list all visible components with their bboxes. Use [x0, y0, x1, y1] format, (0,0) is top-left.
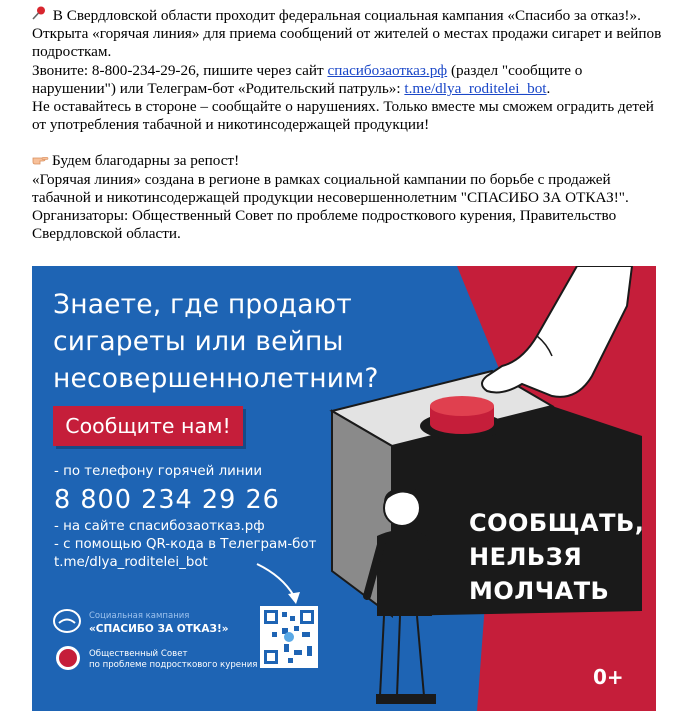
campaign-label: Социальная кампания: [89, 611, 190, 621]
paragraph-contacts: Звоните: 8-800-234-29-26, пишите через сайт спасибозаотказ.рф (раздел "сообщите о нарушении") или Телеграм-бот «Родительский патруль»: t.me/dlya_roditelei_bot.: [32, 61, 583, 97]
age-rating: 0+: [593, 665, 624, 689]
campaign-name: «СПАСИБО ЗА ОТКАЗ!»: [89, 623, 229, 635]
council-name: Общественный Совет по проблеме подросткового курения: [89, 649, 258, 670]
paragraph-appeal: Не оставайтесь в стороне – сообщайте о нарушениях. Только вместе мы сможем оградить детей от употребления табачной и никотинсодержащей продукции!: [32, 98, 654, 134]
spacer: [32, 134, 662, 152]
bot-address: t.me/dlya_roditelei_bot: [54, 555, 208, 570]
site-link[interactable]: спасибозаотказ.рф: [327, 61, 448, 79]
hotline-number: 8 800 234 29 26: [54, 485, 280, 515]
post-text: [32, 6, 662, 243]
report-badge: Сообщите нам!: [53, 406, 243, 446]
pushpin-icon: [32, 6, 46, 25]
paragraph-organizers: «Горячая линия» создана в регионе в рамках социальной кампании по борьбе с продажей табачной и никотинсодержащей продукции несовершеннолетним "СПАСИБО ЗА ОТКАЗ!". Организаторы: Общественный Совет по проблеме подросткового курения, Правительство Свердловской области.: [32, 170, 629, 243]
paragraph-campaign: В Свердловской области проходит федеральная социальная кампания «Спасибо за отказ!». Открыта «горячая линия» для приема сообщений от жителей о местах продажи сигарет и вейпов подросткам.: [32, 7, 662, 61]
by-site-text: - на сайте спасибозаотказ.рф: [54, 519, 265, 534]
pointing-hand-icon: [32, 152, 49, 170]
telegram-bot-link[interactable]: t.me/dlya_roditelei_bot: [404, 79, 547, 97]
poster-slogan: СООБЩАТЬ, НЕЛЬЗЯ МОЛЧАТЬ: [469, 509, 645, 605]
campaign-poster: [32, 266, 656, 711]
by-phone-text: - по телефону горячей линии: [54, 464, 263, 479]
by-qr-text: - с помощью QR-кода в Телеграм-бот: [54, 537, 317, 552]
poster-headline: Знаете, где продают сигареты или вейпы несовершеннолетним?: [53, 289, 379, 394]
paragraph-repost: Будем благодарны за репост!: [32, 152, 662, 170]
